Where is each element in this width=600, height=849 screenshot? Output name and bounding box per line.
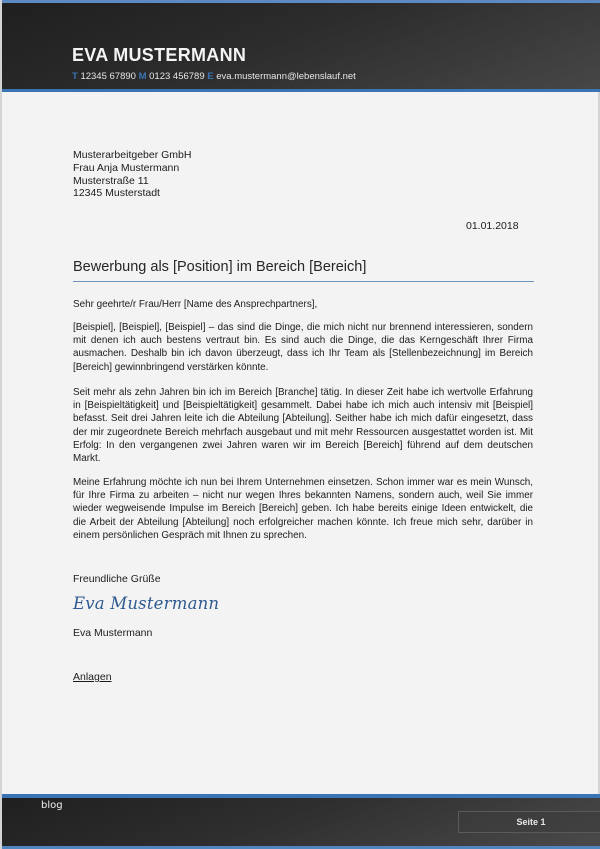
mobile-key: M [138,71,147,82]
letter-date: 01.01.2018 [466,220,519,232]
paragraph-2: Seit mehr als zehn Jahren bin ich im Bereich [Branche] tätig. In dieser Zeit habe ich wertvolle Erfahrung in [Beispieltätigkeit] und [Beispieltätigkeit] gesammelt. Dabei habe ich mich auch intensiv mit [Beispiel] befasst. Seit drei Jahren leite ich die Abteilung [Abteilung]. Seither habe ich mich dafür eingesetzt, dass der mir zugeordnete Bereich mehrfach ausgebaut und mit mehr Ressourcen ausgestattet worden ist. Mit Erfolg: In den vergangenen zwei Jahren waren wir im Bereich [Bereich] führend auf dem deutschen Markt. [73,387,533,465]
attachments-link[interactable]: Anlagen [73,671,112,683]
contact-line [72,71,356,82]
paragraph-1: [Beispiel], [Beispiel], [Beispiel] – das sind die Dinge, die mich nicht nur brennend interessieren, sondern mit denen ich auch bestens vertraut bin. Es sind auch die Dinge, die das Kerngeschäft Ihrer Firma ausmachen. Deshalb bin ich davon überzeugt, dass ich Ihr Team als [Stellenbezeichnung] im Bereich [Bereich] gewinnbringend verstärken könnte. [73,322,533,373]
handwritten-signature: Eva Mustermann [73,594,220,613]
recipient-address [73,149,191,200]
watermark-text: blog [41,800,63,811]
mobile-number: 0123 456789 [149,71,205,82]
salutation: Sehr geehrte/r Frau/Herr [Name des Ansprechpartners], [73,299,318,310]
subject-line: Bewerbung als [Position] im Bereich [Bereich] [73,259,367,275]
printed-name: Eva Mustermann [73,627,153,639]
recipient-street: Musterstraße 11 [73,174,149,187]
closing-phrase: Freundliche Grüße [73,573,161,585]
recipient-person: Frau Anja Mustermann [73,161,180,174]
letter-header [2,0,600,92]
page-number: Seite 1 [516,817,546,827]
recipient-company: Musterarbeitgeber GmbH [73,149,192,161]
email-key: E [207,71,214,82]
phone-key: T [72,71,78,82]
applicant-name: EVA MUSTERMANN [72,45,247,65]
letter-footer [2,794,600,849]
page-number-box [458,811,600,833]
phone-number: 12345 67890 [80,71,136,82]
subject-divider [73,281,534,282]
paragraph-3: Meine Erfahrung möchte ich nun bei Ihrem Unternehmen einsetzen. Schon immer war es mein Wunsch, für Ihre Firma zu arbeiten – nicht nur wegen Ihres bekannten Namens, sondern auch, weil Sie immer wieder wegweisende Impulse im Bereich [Bereich] geben. Ich habe bereits einige Ideen entwickelt, die die Arbeit der Abteilung [Abteilung] noch erfolgreicher machen könnte. Ich freue mich sehr, darüber in einem persönlichen Gespräch mit Ihnen zu sprechen. [73,477,533,541]
email-address[interactable]: eva.mustermann@lebenslauf.net [216,71,356,82]
recipient-city: 12345 Musterstadt [73,187,160,200]
